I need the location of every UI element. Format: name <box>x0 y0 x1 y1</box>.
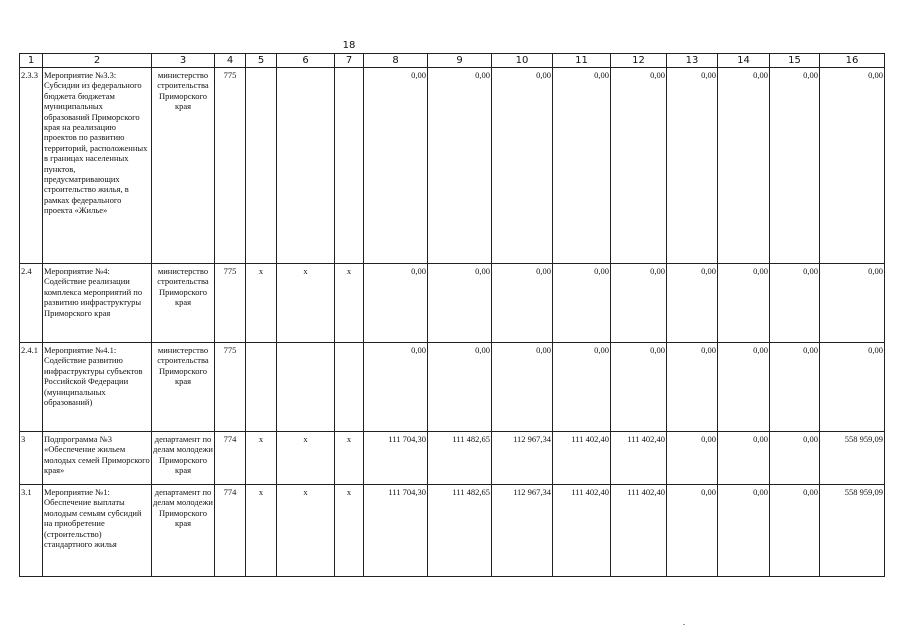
row-value: 0,00 <box>667 264 718 343</box>
row-value: 112 967,34 <box>492 432 553 485</box>
header-cell: 14 <box>718 54 770 68</box>
row-value: 0,00 <box>428 343 492 432</box>
row-responsible: департамент по делам молодежи Приморского края <box>152 485 215 577</box>
header-cell: 9 <box>428 54 492 68</box>
row-value: 111 482,65 <box>428 432 492 485</box>
row-value: 0,00 <box>770 343 820 432</box>
header-cell: 1 <box>20 54 43 68</box>
row-value: 0,00 <box>611 68 667 264</box>
row-code: 2.4 <box>20 264 43 343</box>
row-code-5 <box>246 343 277 432</box>
row-name: Мероприятие №4.1: Содействие развитию инфраструктуры субъектов Российской Федерации (муниципальных образований) <box>43 343 152 432</box>
row-value: 0,00 <box>718 68 770 264</box>
row-code-6: х <box>277 432 335 485</box>
row-code-7 <box>335 68 364 264</box>
row-value: 0,00 <box>770 432 820 485</box>
row-value: 0,00 <box>611 264 667 343</box>
table-row <box>20 68 885 264</box>
row-value: 0,00 <box>364 264 428 343</box>
row-value: 0,00 <box>718 485 770 577</box>
table-row <box>20 432 885 485</box>
row-code-5: х <box>246 432 277 485</box>
row-value: 0,00 <box>667 432 718 485</box>
row-value: 0,00 <box>718 264 770 343</box>
row-value: 0,00 <box>428 264 492 343</box>
row-code-5: х <box>246 264 277 343</box>
header-cell: 4 <box>215 54 246 68</box>
row-total: 0,00 <box>820 264 885 343</box>
header-row <box>20 54 885 68</box>
row-code: 2.4.1 <box>20 343 43 432</box>
row-code-4: 774 <box>215 432 246 485</box>
row-responsible: департамент по делам молодежи Приморского края <box>152 432 215 485</box>
header-cell: 12 <box>611 54 667 68</box>
row-code-5: х <box>246 485 277 577</box>
header-cell: 13 <box>667 54 718 68</box>
row-value: 0,00 <box>553 264 611 343</box>
row-code-5 <box>246 68 277 264</box>
header-cell: 15 <box>770 54 820 68</box>
header-cell: 10 <box>492 54 553 68</box>
header-cell: 3 <box>152 54 215 68</box>
row-total: 0,00 <box>820 68 885 264</box>
row-code-6 <box>277 68 335 264</box>
row-total: 558 959,09 <box>820 485 885 577</box>
row-value: 0,00 <box>611 343 667 432</box>
row-code: 3.1 <box>20 485 43 577</box>
budget-table <box>19 53 885 577</box>
row-value: 0,00 <box>492 68 553 264</box>
row-value: 0,00 <box>770 68 820 264</box>
row-value: 0,00 <box>553 343 611 432</box>
page-number: 18 <box>342 40 356 51</box>
row-value: 0,00 <box>553 68 611 264</box>
row-value: 111 482,65 <box>428 485 492 577</box>
row-value: 0,00 <box>667 485 718 577</box>
row-code-7: х <box>335 432 364 485</box>
row-value: 111 402,40 <box>611 432 667 485</box>
row-value: 112 967,34 <box>492 485 553 577</box>
row-code: 3 <box>20 432 43 485</box>
header-cell: 7 <box>335 54 364 68</box>
row-code-6: х <box>277 264 335 343</box>
row-code-4: 775 <box>215 68 246 264</box>
row-value: 0,00 <box>364 68 428 264</box>
row-responsible: министерство строительства Приморского края <box>152 264 215 343</box>
row-name: Мероприятие №3.3: Субсидии из федерального бюджета бюджетам муниципальных образований Приморского края на реализацию проектов по развитию территорий, расположенных в границах населенных пунктов, предусматривающих строительство жилья, в рамках федерального проекта «Жилье» <box>43 68 152 264</box>
row-code-7: х <box>335 264 364 343</box>
row-code-7: х <box>335 485 364 577</box>
row-value: 0,00 <box>667 343 718 432</box>
row-code: 2.3.3 <box>20 68 43 264</box>
header-cell: 6 <box>277 54 335 68</box>
row-value: 111 402,40 <box>611 485 667 577</box>
row-value: 0,00 <box>364 343 428 432</box>
row-value: 0,00 <box>718 432 770 485</box>
row-value: 0,00 <box>770 485 820 577</box>
row-value: 111 704,30 <box>364 485 428 577</box>
row-code-7 <box>335 343 364 432</box>
row-value: 0,00 <box>492 264 553 343</box>
header-cell: 5 <box>246 54 277 68</box>
table-row <box>20 264 885 343</box>
table-row <box>20 343 885 432</box>
row-code-6 <box>277 343 335 432</box>
row-value: 0,00 <box>667 68 718 264</box>
row-total: 558 959,09 <box>820 432 885 485</box>
row-value: 111 402,40 <box>553 432 611 485</box>
scan-speck <box>683 624 685 625</box>
row-name: Мероприятие №1: Обеспечение выплаты молодым семьям субсидий на приобретение (строительство) стандартного жилья <box>43 485 152 577</box>
row-value: 0,00 <box>492 343 553 432</box>
row-code-4: 774 <box>215 485 246 577</box>
row-total: 0,00 <box>820 343 885 432</box>
row-name: Подпрограмма №3 «Обеспечение жильем молодых семей Приморского края» <box>43 432 152 485</box>
row-responsible: министерство строительства Приморского края <box>152 343 215 432</box>
row-value: 111 402,40 <box>553 485 611 577</box>
row-value: 0,00 <box>718 343 770 432</box>
header-cell: 11 <box>553 54 611 68</box>
row-value: 111 704,30 <box>364 432 428 485</box>
row-value: 0,00 <box>428 68 492 264</box>
row-code-4: 775 <box>215 343 246 432</box>
row-code-6: х <box>277 485 335 577</box>
row-value: 0,00 <box>770 264 820 343</box>
header-cell: 8 <box>364 54 428 68</box>
row-code-4: 775 <box>215 264 246 343</box>
row-name: Мероприятие №4: Содействие реализации комплекса мероприятий по развитию инфраструктуры Приморского края <box>43 264 152 343</box>
table-row <box>20 485 885 577</box>
header-cell: 2 <box>43 54 152 68</box>
row-responsible: министерство строительства Приморского края <box>152 68 215 264</box>
header-cell: 16 <box>820 54 885 68</box>
